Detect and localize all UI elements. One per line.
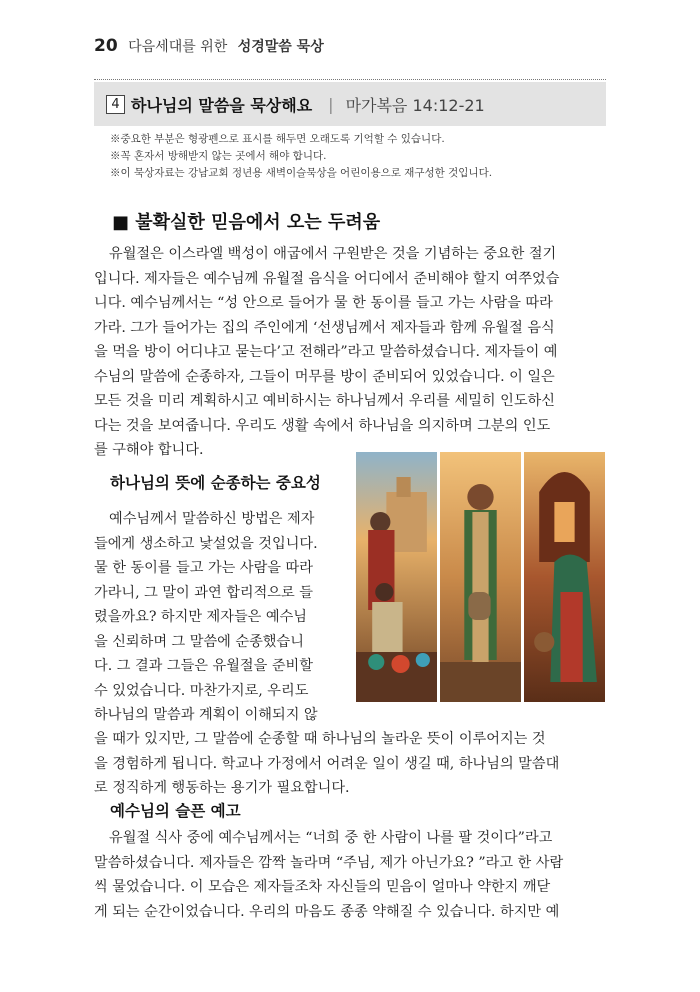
series-title: 성경말씀 묵상 [237, 39, 324, 55]
text-line: 니다. 예수님께서는 “성 안으로 들어가 물 한 동이를 들고 가는 사람을 따라 [94, 295, 553, 311]
note-line: ※꼭 혼자서 방해받지 않는 곳에서 해야 합니다. [110, 150, 327, 162]
paragraph-2 [94, 507, 344, 728]
text-line: 다. 그 결과 그들은 유월절을 준비할 [94, 658, 313, 674]
page-number: 20 [94, 36, 118, 56]
text-line: 물 한 동이를 들고 가는 사람을 따라 [94, 560, 313, 576]
notes [110, 131, 492, 182]
text-line: 씩 물었습니다. 이 모습은 제자들조차 자신들의 믿음이 얼마나 약한지 깨닫 [94, 879, 551, 895]
text-line: 게 되는 순간이었습니다. 우리의 마음도 종종 약해질 수 있습니다. 하지만 예 [94, 903, 560, 920]
section-title: 하나님의 말씀을 묵상해요 [131, 95, 313, 115]
text-line: 수 있었습니다. 마찬가지로, 우리도 [94, 682, 309, 699]
text-line: 하나님의 말씀과 계획이 이해되지 않 [94, 707, 318, 723]
text-line: 예수님께서 말씀하신 방법은 제자 [109, 511, 315, 527]
main-heading: ■ 불확실한 믿음에서 오는 두려움 [112, 212, 381, 233]
text-line: 가라니, 그 말이 과연 합리적으로 들 [94, 584, 313, 601]
text-line: 수님의 말씀에 순종하자, 그들이 머무를 방이 준비되어 있었습니다. 이 일은 [94, 368, 555, 385]
text-line: 을 먹을 방이 어디냐고 묻는다’고 전해라”라고 말씀하셨습니다. 제자들이 예 [94, 344, 558, 360]
text-line: 로 정직하게 행동하는 용기가 필요합니다. [94, 780, 350, 796]
text-line: 을 신뢰하며 그 말씀에 순종했습니 [94, 633, 304, 650]
subheading-prediction: 예수님의 슬픈 예고 [110, 802, 241, 820]
text-line: 가라. 그가 들어가는 집의 주인에게 ‘선생님께서 제자들과 함께 유월절 음식 [94, 319, 555, 336]
paragraph-3 [94, 826, 606, 924]
text-line: 다는 것을 보여줍니다. 우리도 생활 속에서 하나님을 의지하며 그분의 인도 [94, 417, 551, 434]
scripture-reference: 마가복음 14:12-21 [345, 95, 485, 115]
header-divider [94, 79, 606, 80]
text-line: 를 구해야 합니다. [94, 442, 204, 458]
section-number-badge: 4 [106, 95, 125, 114]
page-header [94, 36, 324, 56]
text-line: 을 때가 있지만, 그 말씀에 순종할 때 하나님의 놀라운 뜻이 이루어지는 것 [94, 731, 546, 747]
book-title: 다음세대를 위한 [128, 39, 228, 55]
note-line: ※이 묵상자료는 강남교회 정년용 새벽이슬묵상을 어린이용으로 재구성한 것입니다. [110, 167, 493, 179]
text-line: 렸을까요? 하지만 제자들은 예수님 [94, 609, 308, 625]
illustration-panel-market [356, 452, 437, 702]
illustration-panel-woman [524, 452, 605, 702]
text-line: 유월절은 이스라엘 백성이 애굽에서 구원받은 것을 기념하는 중요한 절기 [109, 246, 557, 262]
text-line: 말씀하셨습니다. 제자들은 깜짝 놀라며 “주님, 제가 아닌가요? ”라고 한 사람 [94, 854, 564, 871]
paragraph-1 [94, 242, 606, 463]
text-line: 입니다. 제자들은 예수님께 유월절 음식을 어디에서 준비해야 할지 여쭈었습 [94, 270, 560, 287]
text-line: 유월절 식사 중에 예수님께서는 “너희 중 한 사람이 나를 팔 것이다”라고 [109, 830, 553, 846]
section-title-bar [94, 82, 606, 126]
illustration-triptych [356, 452, 605, 702]
text-line: 들에게 생소하고 낯설었을 것입니다. [94, 535, 318, 552]
text-line: 모든 것을 미리 계획하시고 예비하시는 하나님께서 우리를 세밀히 인도하신 [94, 393, 555, 409]
illustration-panel-jesus [440, 452, 521, 702]
subheading-obedience: 하나님의 뜻에 순종하는 중요성 [110, 474, 321, 492]
paragraph-2-continued [94, 727, 606, 801]
section-separator: | [328, 94, 334, 114]
text-line: 을 경험하게 됩니다. 학교나 가정에서 어려운 일이 생길 때, 하나님의 말씀대 [94, 755, 560, 772]
note-line: ※중요한 부분은 형광펜으로 표시를 해두면 오래도록 기억할 수 있습니다. [110, 133, 445, 145]
